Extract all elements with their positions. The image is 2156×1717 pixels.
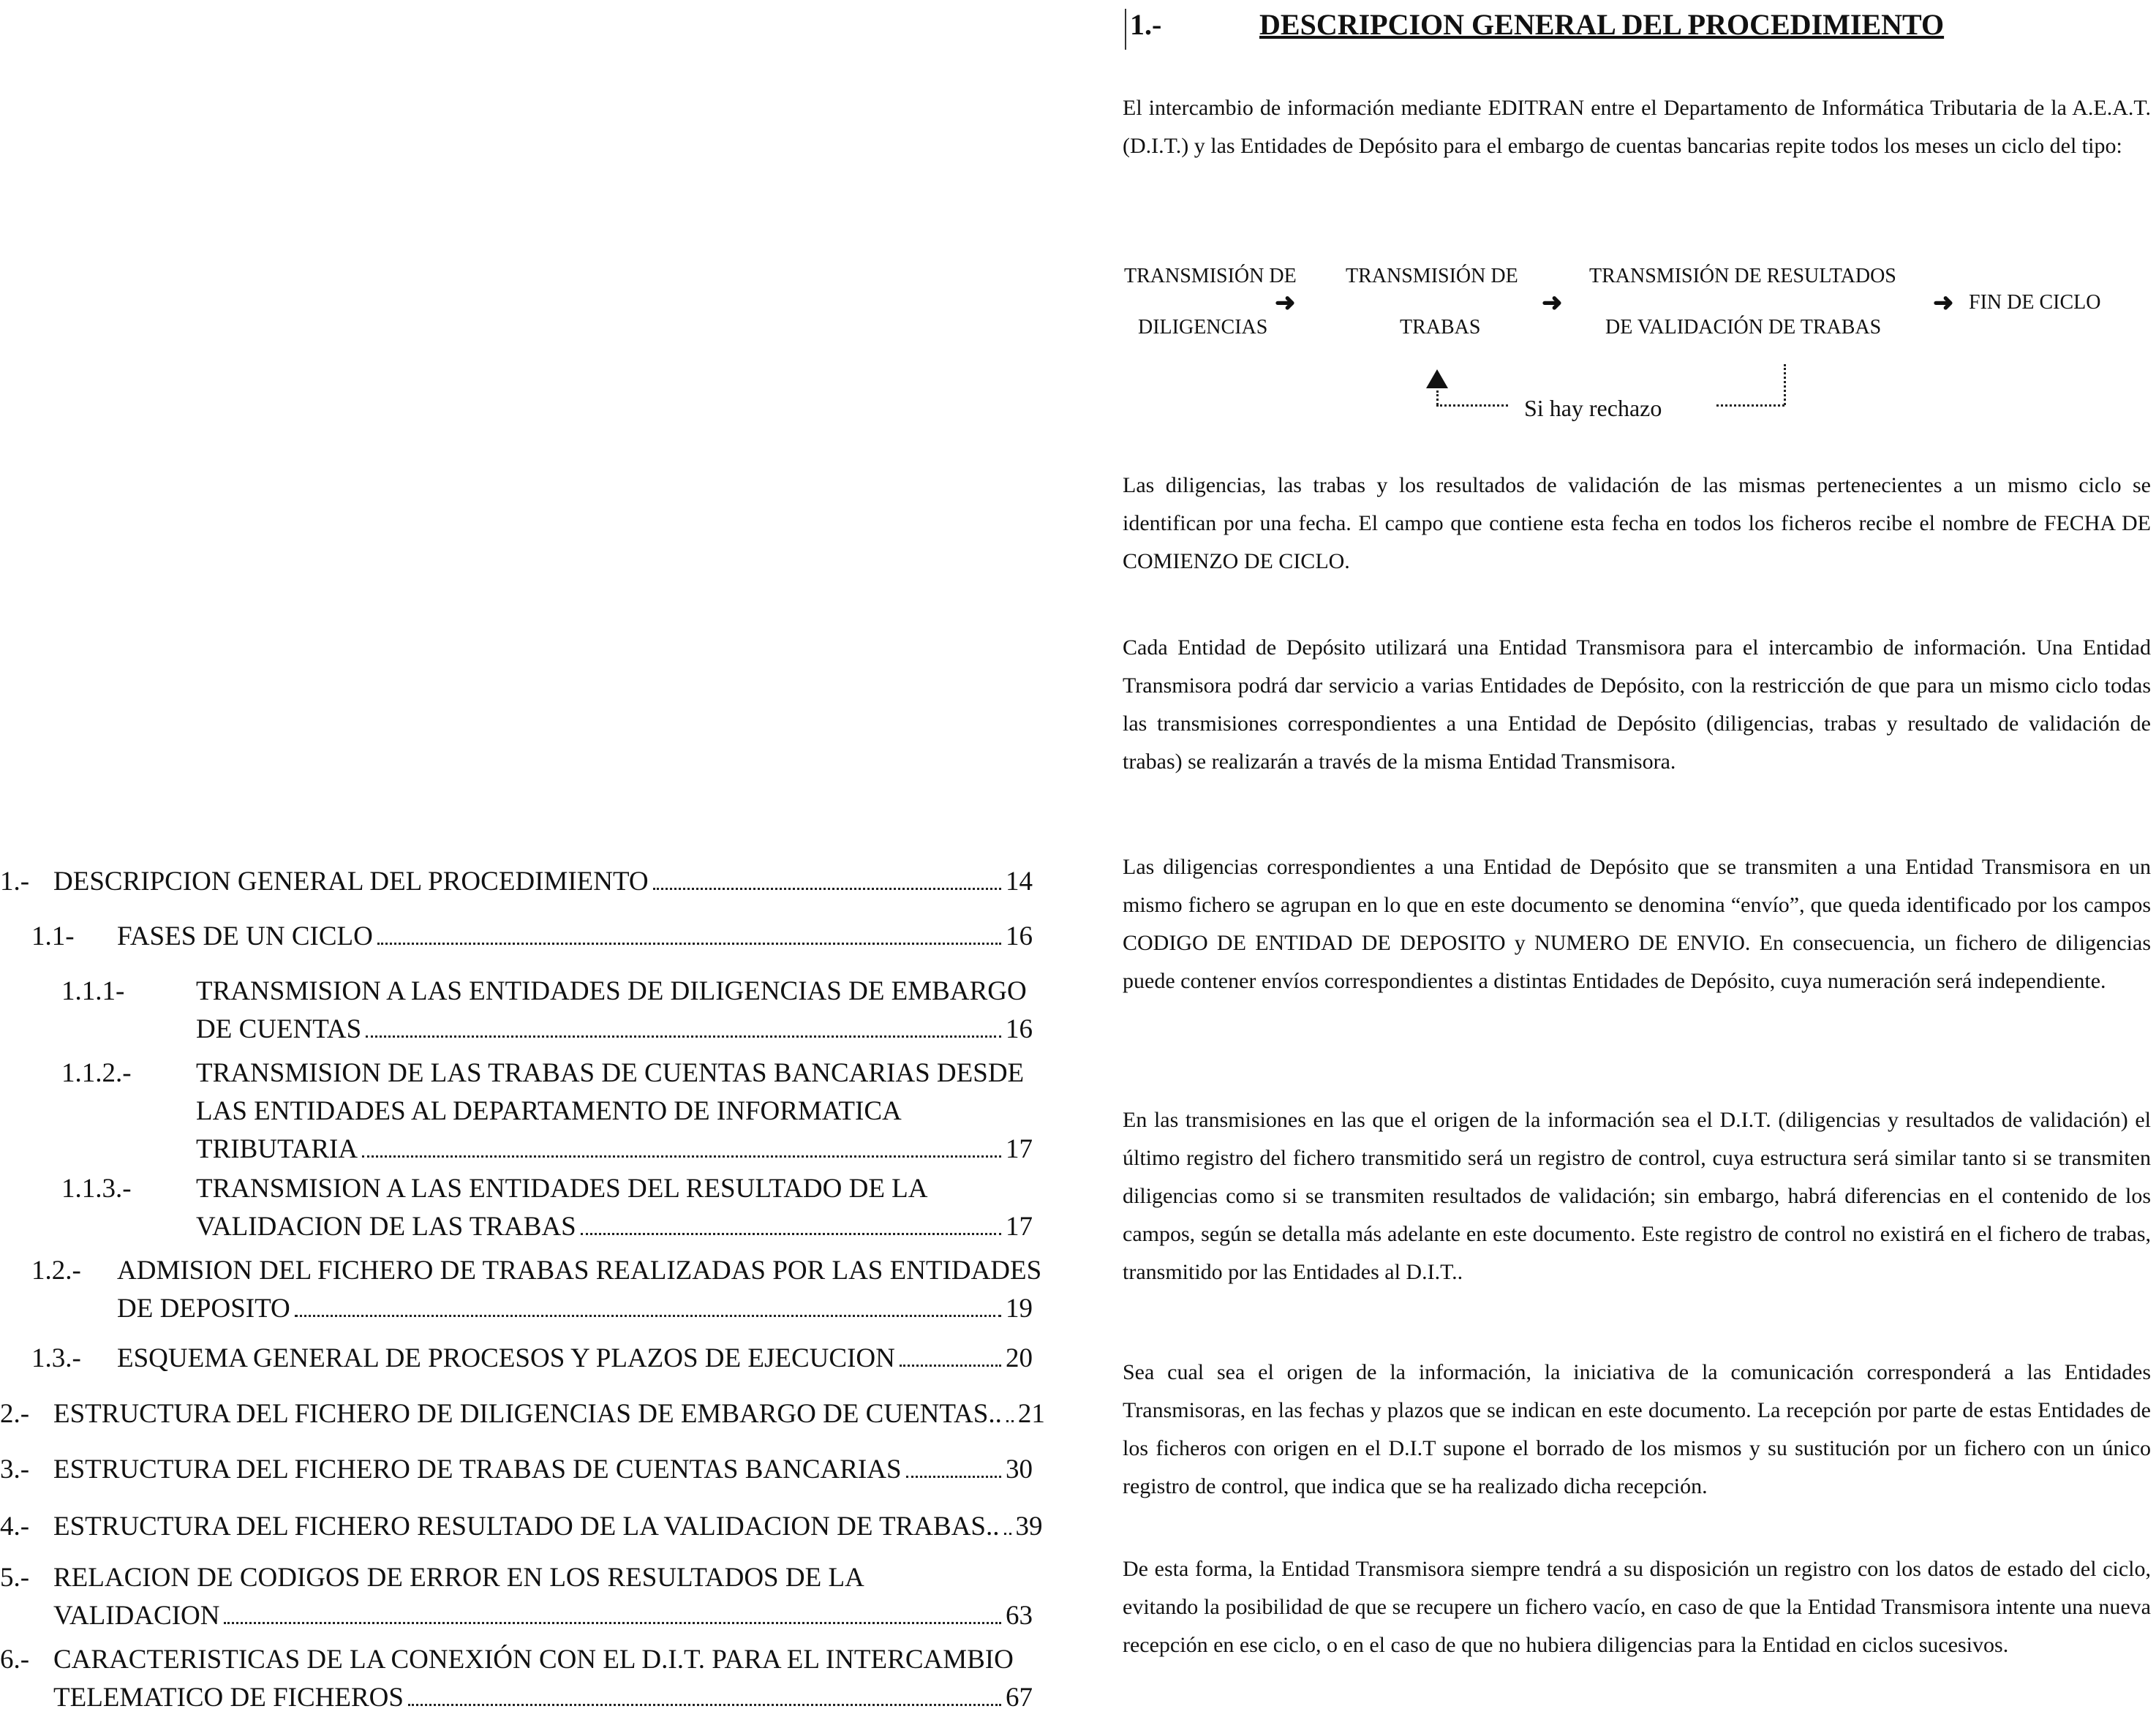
- paragraph-transmitting-entity: Cada Entidad de Depósito utilizará una Entidad Transmisora para el intercambio de información. Una Entidad Transmisora podrá dar servicio a varias Entidades de Depósito, con la restricción de que para un mismo ciclo todas las transmisiones correspondientes a una Entidad de Depósito (diligencias, trabas y resultado de validación de trabas) se realizarán a través de la misma Entidad Transmisora.: [1123, 635, 2151, 774]
- flow-arrow-1-icon: ➜: [1275, 290, 1296, 317]
- paragraph-intro: El intercambio de información mediante EDITRAN entre el Departamento de Informática Tributaria de la A.E.A.T. (D.I.T.) y las Entidades de Depósito para el embargo de cuentas bancarias repite todos los meses un ciclo del tipo:: [1123, 96, 2151, 158]
- toc-entry-page: 17: [1006, 1212, 1033, 1242]
- toc-entry-number: 6.-: [0, 1645, 30, 1675]
- toc-entry-title: ESQUEMA GENERAL DE PROCESOS Y PLAZOS DE EJECUCION: [117, 1343, 895, 1373]
- flow-step2-line1: TRANSMISIÓN DE: [1346, 265, 1518, 287]
- toc-entry-title: TRIBUTARIA: [196, 1134, 358, 1164]
- toc-entry-title: VALIDACION: [53, 1601, 220, 1631]
- toc-entry-title: DE DEPOSITO: [117, 1294, 290, 1324]
- section-margin-bar: [1125, 9, 1126, 50]
- flow-step2-line2: TRABAS: [1400, 316, 1481, 339]
- toc-dot-leader: [1004, 1533, 1011, 1535]
- toc-dot-leader: [224, 1622, 1001, 1624]
- toc-entry-page: 63: [1006, 1601, 1033, 1631]
- toc-dot-leader: [377, 943, 1001, 945]
- toc-dot-leader: [295, 1315, 1001, 1317]
- flow-arrow-2-icon: ➜: [1542, 290, 1563, 317]
- toc-entry-title: TRANSMISION DE LAS TRABAS DE CUENTAS BANCARIAS DESDE: [196, 1058, 1025, 1088]
- toc-entry-title: VALIDACION DE LAS TRABAS: [196, 1212, 576, 1242]
- toc-entry-number: 3.-: [0, 1454, 30, 1484]
- toc-entry-title: TELEMATICO DE FICHEROS: [53, 1683, 404, 1713]
- flow-arrow-3-icon: ➜: [1933, 290, 1954, 317]
- toc-entry-page: 67: [1006, 1683, 1033, 1713]
- toc-entry-page: 16: [1006, 1014, 1033, 1044]
- toc-entry-page: 30: [1006, 1454, 1033, 1484]
- toc-entry-title: LAS ENTIDADES AL DEPARTAMENTO DE INFORMATICA: [196, 1096, 902, 1126]
- toc-entry-page: 16: [1006, 921, 1033, 951]
- toc-entry-title: FASES DE UN CICLO: [117, 921, 373, 951]
- paragraph-envio: Las diligencias correspondientes a una Entidad de Depósito que se transmiten a una Entidad Transmisora en un mismo fichero se agrupan en lo que en este documento se denomina “envío”, que queda identificado por los campos CODIGO DE ENTIDAD DE DEPOSITO y NUMERO DE ENVIO. En consecuencia, un fichero de diligencias puede contener envíos correspondientes a distintas Entidades de Depósito, cuya numeración será independiente.: [1123, 855, 2151, 993]
- paragraph-initiative: Sea cual sea el origen de la información, la iniciativa de la comunicación corresponderá a las Entidades Transmisoras, en las fechas y plazos que se indican en este documento. La recepción por parte de estas Entidades de los ficheros con origen en el D.I.T supone el borrado de los mismos y su sustitución por un fichero con un único registro de control, que indica que se ha realizado dicha recepción.: [1123, 1360, 2151, 1498]
- toc-entry-page: 14: [1006, 867, 1033, 897]
- flow-step3-line2: DE VALIDACIÓN DE TRABAS: [1605, 316, 1882, 339]
- loop-dotted-right-line: [1716, 404, 1784, 407]
- toc-dot-leader: [900, 1365, 1001, 1367]
- toc-entry-title: TRANSMISION A LAS ENTIDADES DE DILIGENCIAS DE EMBARGO: [196, 976, 1027, 1006]
- section-number: 1.-: [1130, 8, 1162, 41]
- toc-entry-page: 39: [1015, 1512, 1043, 1541]
- toc-dot-leader: [1006, 1420, 1014, 1422]
- toc-entry-title: DE CUENTAS: [196, 1014, 362, 1044]
- flow-end-label: FIN DE CICLO: [1969, 291, 2101, 314]
- toc-entry-number: 1.2.-: [31, 1256, 81, 1286]
- toc-dot-leader: [362, 1155, 1001, 1158]
- toc-entry-number: 4.-: [0, 1512, 30, 1541]
- loop-label: Si hay rechazo: [1524, 395, 1662, 421]
- toc-entry-page: 21: [1017, 1399, 1045, 1429]
- flow-step1-line1: TRANSMISIÓN DE: [1124, 265, 1297, 287]
- toc-entry-page: 20: [1006, 1343, 1033, 1373]
- flow-step1-line2: DILIGENCIAS: [1138, 316, 1268, 339]
- toc-entry-title: RELACION DE CODIGOS DE ERROR EN LOS RESULTADOS DE LA: [53, 1563, 864, 1593]
- toc-entry-number: 1.3.-: [31, 1343, 81, 1373]
- paragraph-status-record: De esta forma, la Entidad Transmisora siempre tendrá a su disposición un registro con los datos de estado del ciclo, evitando la posibilidad de que se recupere un fichero vacío, en caso de que la Entidad Transmisora intente una nueva recepción en ese ciclo, o en el caso de que no hubiera diligencias para la Entidad en ciclos sucesivos.: [1123, 1557, 2151, 1657]
- loop-dotted-stem: [1436, 390, 1439, 405]
- toc-entry-number: 1.1.3.-: [61, 1174, 132, 1204]
- toc-entry-title: DESCRIPCION GENERAL DEL PROCEDIMIENTO: [53, 867, 649, 897]
- toc-entry-number: 5.-: [0, 1563, 30, 1593]
- toc-dot-leader: [653, 888, 1001, 890]
- toc-dot-leader: [906, 1476, 1001, 1478]
- flow-step3-line1: TRANSMISIÓN DE RESULTADOS: [1589, 265, 1896, 287]
- toc-entry-page: 19: [1006, 1294, 1033, 1324]
- toc-entry-page: 17: [1006, 1134, 1033, 1164]
- paragraph-control-record: En las transmisiones en las que el origen de la información sea el D.I.T. (diligencias y resultados de validación) el último registro del fichero transmitido será un registro de control, cuya estructura será similar tanto si se transmiten diligencias como si se transmiten resultados de validación; sin embargo, habrá diferencias en el contenido de los campos, según se detalla más adelante en este documento. Este registro de control no existirá en el fichero de trabas, transmitido por las Entidades al D.I.T..: [1123, 1108, 2151, 1284]
- toc-entry-title: ESTRUCTURA DEL FICHERO DE TRABAS DE CUENTAS BANCARIAS: [53, 1454, 902, 1484]
- paragraph-cycle-date: Las diligencias, las trabas y los resultados de validación de las mismas pertenecientes a un mismo ciclo se identifican por una fecha. El campo que contiene esta fecha en todos los ficheros recibe el nombre de FECHA DE COMIENZO DE CICLO.: [1123, 473, 2151, 573]
- section-title: DESCRIPCION GENERAL DEL PROCEDIMIENTO: [1259, 8, 1945, 41]
- toc-entry-title: ADMISION DEL FICHERO DE TRABAS REALIZADAS POR LAS ENTIDADES: [117, 1256, 1042, 1286]
- toc-entry-number: 1.1.1-: [61, 976, 125, 1006]
- toc-entry-number: 2.-: [0, 1399, 30, 1429]
- toc-dot-leader: [366, 1035, 1001, 1038]
- toc-dot-leader: [581, 1233, 1001, 1235]
- toc-entry-title: CARACTERISTICAS DE LA CONEXIÓN CON EL D.I.T. PARA EL INTERCAMBIO: [53, 1645, 1014, 1675]
- loop-dotted-up-line: [1784, 364, 1786, 405]
- loop-dotted-left-line: [1436, 404, 1508, 407]
- toc-entry-title: TRANSMISION A LAS ENTIDADES DEL RESULTADO DE LA: [196, 1174, 928, 1204]
- toc-entry-title: ESTRUCTURA DEL FICHERO RESULTADO DE LA VALIDACION DE TRABAS..: [53, 1512, 1000, 1541]
- loop-arrowhead-up-icon: [1426, 369, 1448, 388]
- toc-entry-number: 1.1.2.-: [61, 1058, 132, 1088]
- toc-dot-leader: [408, 1704, 1001, 1706]
- toc-entry-title: ESTRUCTURA DEL FICHERO DE DILIGENCIAS DE EMBARGO DE CUENTAS..: [53, 1399, 1002, 1429]
- toc-entry-number: 1.-: [0, 867, 30, 897]
- toc-entry-number: 1.1-: [31, 921, 75, 951]
